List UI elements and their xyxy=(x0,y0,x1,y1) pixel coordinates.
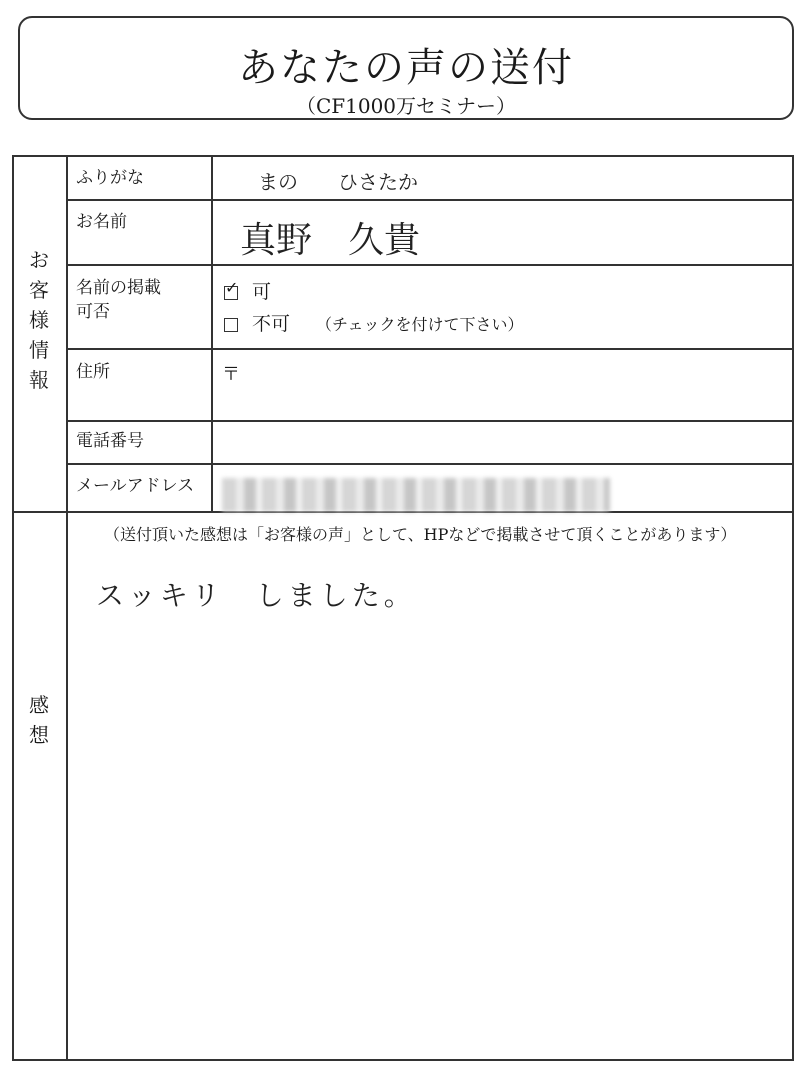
postal-mark: 〒 xyxy=(222,364,240,385)
divider xyxy=(66,264,794,266)
address-label: 住所 xyxy=(76,362,110,382)
divider xyxy=(66,348,794,350)
divider xyxy=(66,463,794,465)
email-label: メールアドレス xyxy=(76,476,195,496)
impressions-note: （送付頂いた感想は「お客様の声」として、HPなどで掲載させて頂くことがあります） xyxy=(104,525,737,544)
name-value[interactable]: 真野 久貴 xyxy=(240,220,421,261)
publish-instruction: （チェックを付けて下さい） xyxy=(316,315,524,334)
page-title: あなたの声の送付 xyxy=(238,45,574,91)
divider xyxy=(211,155,213,512)
publish-option-yes[interactable]: ✓可 xyxy=(224,277,271,304)
impressions-text[interactable]: スッキリ しました。 xyxy=(96,579,416,612)
publish-option-no[interactable]: 不可 （チェックを付けて下さい） xyxy=(224,309,524,336)
section-customer-info: お 客 様 情 報 xyxy=(29,248,49,392)
furigana-value[interactable]: まの ひさたか xyxy=(258,170,418,194)
divider xyxy=(66,199,794,201)
publish-label: 名前の掲載 可否 xyxy=(76,278,161,322)
checkbox-no[interactable] xyxy=(224,318,238,332)
header-box xyxy=(18,16,794,120)
email-redacted xyxy=(222,478,610,512)
name-label: お名前 xyxy=(76,212,127,232)
page-subtitle: （CF1000万セミナー） xyxy=(295,94,517,118)
divider xyxy=(66,420,794,422)
furigana-label: ふりがな xyxy=(76,168,144,188)
checkbox-yes[interactable] xyxy=(224,286,238,300)
divider xyxy=(66,155,68,1061)
phone-label: 電話番号 xyxy=(76,431,144,451)
section-impressions: 感 想 xyxy=(29,693,49,747)
